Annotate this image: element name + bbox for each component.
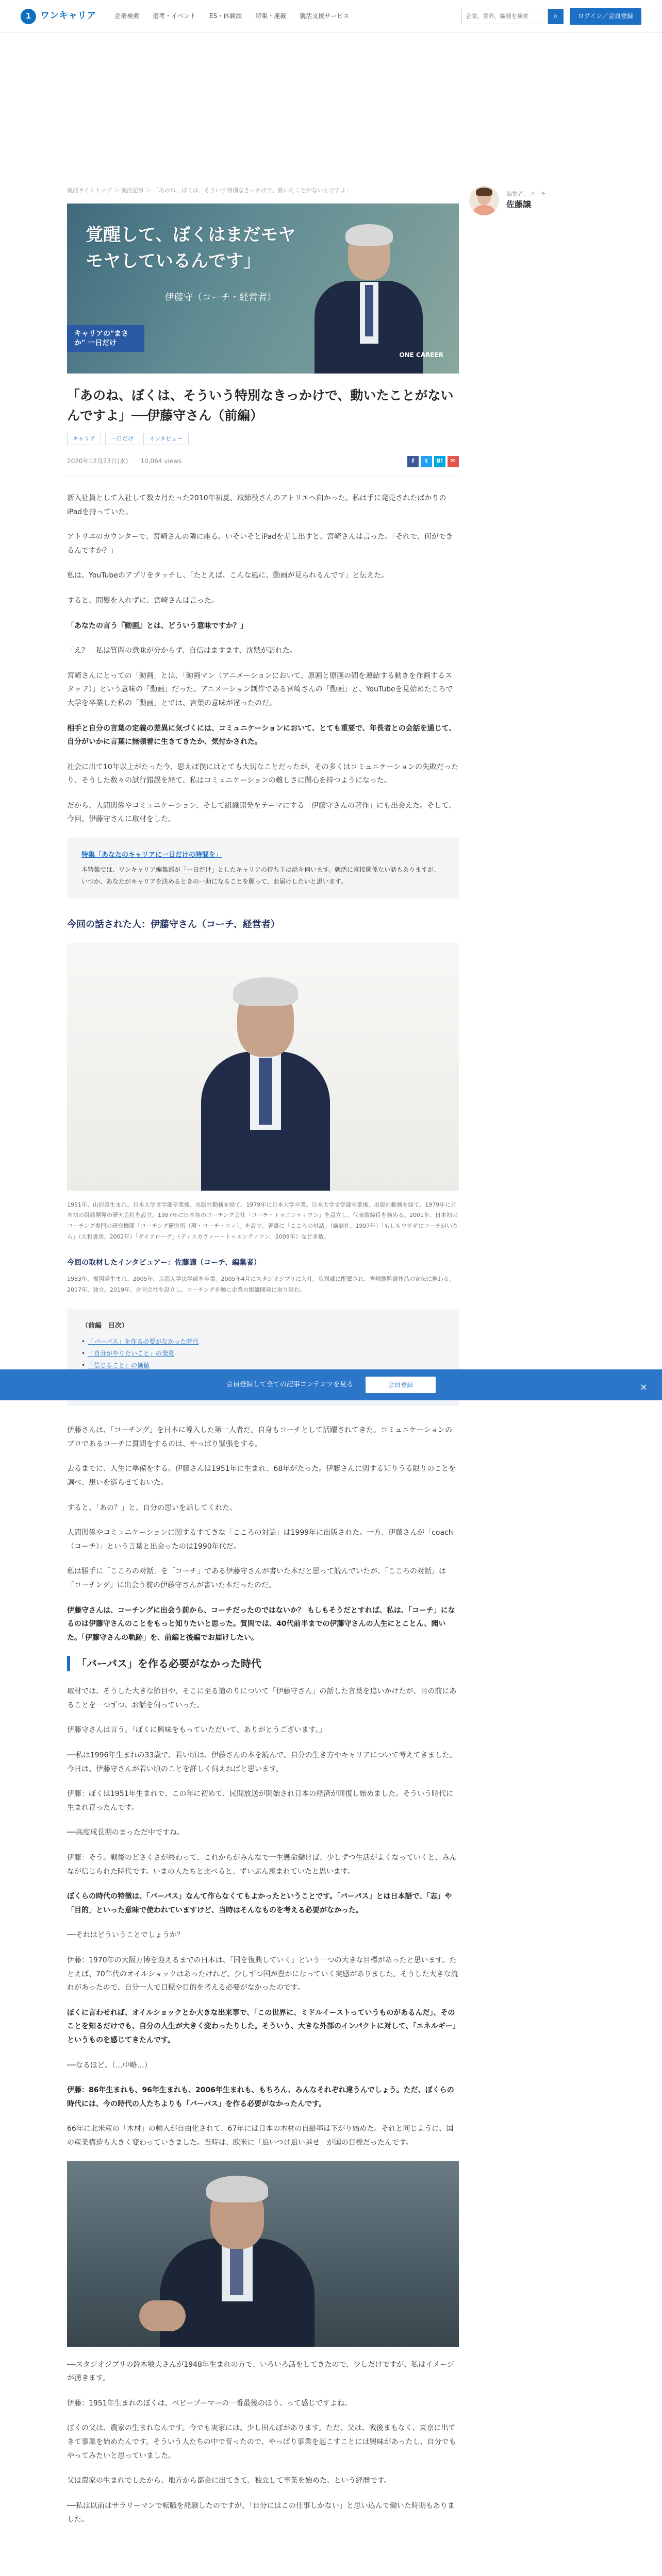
body-paragraph: 伊藤：1951年生まれのぼくは、ベビーブーマーの一番最後のほう、って感じですよね。	[67, 2399, 352, 2408]
hero-title: 覚醒して、ぼくはまだモヤモヤしているんです」	[86, 224, 296, 272]
body-paragraph: ──高度成長期のまっただ中ですね。	[67, 1828, 184, 1837]
body-paragraph: 去るまでに、人生に準備をする。伊藤さんは1951年に生まれ、68年がたった。伊藤さんに関する知りうる限りのことを調べ、想いを巡らせておいた。	[67, 1465, 456, 1487]
toc-item[interactable]: • 「自分がやりたいこと」の発見	[81, 1348, 444, 1360]
body-paragraph: 社会に出て10年以上がたった今、思えば僕にはとても大切なことだったが、その多くはコミュニケーションの失敗だったり、そうした数々の試行錯誤を経て、私はコミュニケーションの難しさに関心を持つようになった。	[67, 762, 458, 785]
interviewee-profile: 1951年、山形県生まれ。日本大学文学部卒業後、出版社勤務を経て、1979年に日本大学卒業。日本大学文学部卒業後、出版社勤務を経て、1979年に日本初の組織開発の研究会社を設立。1997年に日本初のコーチング会社「コーチ・トゥエンティワン」を設立し、代表取締役を務める。2001年、日本初のコーチング専門の研究機関「コーチング研究所（現・コーチ・エィ）」を設立。著書に「こころの対話」（講談社、1997年）「もしもウサギにコーチがいたら」（大和書房、2002年）「ダイアローグ」（ディスカヴァー・トゥエンティワン、2009年）など多数。	[67, 1201, 458, 1241]
series-note-title[interactable]: 特集「あなたのキャリアに一日だけの時間を」	[81, 851, 223, 859]
body-paragraph: ──なるほど。（…中略…）	[67, 2061, 152, 2070]
breadcrumb[interactable]: 就活サイトトップ ＞ 就活記事 ＞ 「あのね、ぼくは、そういう特別なきっかけで、動いたことがないんですよ」	[67, 187, 352, 194]
interviewee-photo	[67, 943, 459, 1191]
body-paragraph: 新入社員として入社して数カ月たった2010年初夏、取締役さんのアトリエへ向かった。私は手に発売されたばかりのiPadを持っていた。	[67, 494, 446, 516]
body-paragraph: 私は勝手に「こころの対話」を「コーチ」である伊藤守さんが書いた本だと思って読んでいたが、「こころの対話」は「コーチング」に出会う前の伊藤守さんが書いた本だったのだ。	[67, 1567, 446, 1589]
body-paragraph: 伊藤守さんは言う。「ぼくに興味をもっていただいて、ありがとうございます。」	[67, 1726, 326, 1735]
facebook-share-icon[interactable]: f	[407, 456, 419, 467]
register-button[interactable]: 会員登録	[366, 1377, 436, 1394]
body-paragraph: ──スタジオジブリの鈴木敏夫さんが1948年生まれの方で、いろいろ話をしてきたので、少しだけですが、私はイメージが湧きます。	[67, 2360, 454, 2383]
body-paragraph: ぼくの父は、農家の生まれなんです。今でも実家には、少し田んぼがあります。ただ、父は、戦後まもなく、東京に出てきて事業を始めたんです。そういう人たちの中で育ったので、やっぱり事業を起こすことには興味があったし、自分でもやってみたいと思っていました。	[67, 2424, 456, 2460]
body-paragraph: ──私は以前はサラリーマンで転職を経験したのですが、「自分にはこの仕事しかない」と思い込んで働いた時期もありました。	[67, 2501, 455, 2524]
tag-interview[interactable]: インタビュー	[143, 433, 189, 445]
body-paragraph: 父は農家の生まれでしたから、地方から都会に出てきて、独立して事業を始めた、という経歴です。	[67, 2477, 391, 2485]
toc-item[interactable]: • 「バーパス」を作る必要がなかった時代	[81, 1336, 444, 1348]
hero-subtitle: 伊藤守（コーチ・経営者）	[165, 292, 276, 303]
body-paragraph: ──私は1996年生まれの33歳で、若い頃は、伊藤さんの本を読んで、自分の生き方やキャリアについて考えてきました。今日は、伊藤守さんが若い頃のことを詳しく伺えればと思います。	[67, 1751, 457, 1773]
author-name: 佐藤譲	[506, 199, 532, 210]
body-paragraph: だから、人間関係やコミュニケーション、そして組織開発をテーマにする「伊藤守さんの著作」にも出会えた。そして、今回、伊藤守さんに取材をした。	[67, 801, 456, 824]
body-paragraph: ──それはどういうことでしょうか？	[67, 1931, 184, 1940]
article-title: 「あのね、ぼくは、そういう特別なきっかけで、動いたことがないんですよ」──伊藤守さん（前編）	[67, 387, 454, 423]
tag-one-day[interactable]: 一日だけ	[105, 433, 139, 445]
body-paragraph: 伊藤さんは、「コーチング」を日本に導入した第一人者だ。自身もコーチとして活躍されてきた。コミュニケーションのプロであるコーチに質問をするのは、やっぱり緊張をする。	[67, 1426, 453, 1448]
author-role: 編集者、コーチ	[506, 190, 546, 197]
body-paragraph: 66年に北米産の「木材」の輸入が自由化されて、67年には日本の木材の自給率は下がり始めた。それと同じように、国の産業構造も大きく変わっていきました。当時は、欧米に「追いつけ追い越せ」が国の目標だったんです。	[67, 2125, 454, 2147]
body-paragraph: アトリエのカウンターで、宮崎さんの隣に座る。いそいそとiPadを差し出すと、宮崎さんは言った。「それで、何ができるんですか？」	[67, 533, 453, 555]
article-tags	[67, 433, 459, 445]
share-buttons	[407, 456, 459, 467]
interviewer-profile: 1983年、福岡県生まれ。2005年、京都大学法学部を卒業。2005年4月にスタジオジブリに入社。広報部に配属され、宮崎駿監督作品の宣伝に携わる。2017年、独立。2019年、合同会社を設立し、コーチングを軸に企業の組織開発に取り組む。	[67, 1275, 455, 1293]
body-paragraph: 「え？」私は質問の意味が分からず、自信はますます、沈黙が訪れた。	[67, 647, 297, 655]
nav-item-features[interactable]: 特集・連載	[255, 12, 287, 20]
article-main	[67, 185, 459, 2538]
body-paragraph: 人間関係やコミュニケーションに関するすてきな「こころの対話」は1999年に出版された。一方、伊藤さんが「coach（コーチ）」という言葉と出会ったのは1990年代だ。	[67, 1529, 453, 1551]
section-heading: 「バーパス」を作る必要がなかった時代	[67, 1656, 459, 1671]
site-header	[0, 0, 662, 33]
body-paragraph: 宮崎さんにとっての「動画」とは、「動画マン（アニメーションにおいて、原画と原画の間を連結する動きを作画するスタッフ）」という意味の「動画」だった。アニメーション制作である宮崎さんの「動画」と、YouTubeを見始めたころで大学を卒業した私の「動画」とでは、言葉の意味が違ったのだ。	[67, 671, 453, 707]
body-paragraph: 伊藤：ぼくは1951年生まれで、この年に初めて、民間放送が開始され日本の経済が回復し始めました。そういう時代に生まれ育ったんです。	[67, 1790, 454, 1812]
interview-photo	[67, 2161, 459, 2347]
body-paragraph: 伊藤：そう。戦後のどさくさが終わって、これからがみんなで一生懸命働けば、少しずつ生活がよくなっていくと、みんなが信じられた時代です。いまの人たちと比べると、ずいぶん恵まれていたと思います。	[67, 1854, 457, 1876]
hatena-share-icon[interactable]: B!	[434, 456, 445, 467]
close-icon[interactable]: ×	[639, 1382, 648, 1393]
logo-mark: 1	[21, 9, 36, 24]
avatar	[469, 185, 499, 215]
hero-image	[67, 204, 459, 374]
nav-item-support-services[interactable]: 就活支援サービス	[300, 12, 350, 20]
global-nav	[114, 10, 349, 22]
nav-item-es-reports[interactable]: ES・体験談	[209, 12, 242, 20]
toc-title: （前編 目次）	[81, 1322, 129, 1330]
toc-item[interactable]: • 「信じること」の価値	[81, 1360, 444, 1371]
body-paragraph-bold: ぼくに言わせれば、オイルショックとか大きな出来事で、「この世界に、ミドルイーストっていうものがあるんだ」、そのことを知るだけでも、自分の人生が大きく変わったりした。そういう、大きな外部のインパクトに対して、「エネルギー」というものを感じてきたんです。	[67, 2008, 456, 2044]
body-paragraph: 私は、YouTubeのアプリをタッチし、「たとえば、こんな風に、動画が見られるんです」と伝えた。	[67, 571, 389, 580]
search-box	[461, 9, 564, 24]
tag-career[interactable]: キャリア	[67, 433, 101, 445]
view-count: 10,064 views	[140, 457, 182, 465]
twitter-share-icon[interactable]: t	[421, 456, 432, 467]
mail-share-icon[interactable]: ✉	[448, 456, 459, 467]
body-paragraph-bold: 「あなたの言う『動画』とは、どういう意味ですか？」	[67, 621, 247, 630]
hero-brand: ONE CAREER	[399, 351, 443, 359]
site-logo[interactable]	[21, 7, 96, 25]
article-meta	[67, 455, 459, 467]
member-register-banner	[0, 1369, 662, 1400]
banner-text: 会員登録して全ての記事コンテンツを見る	[226, 1380, 354, 1388]
body-paragraph-bold: ぼくらの時代の特徴は、「バーパス」なんて作らなくてもよかったということです。「バーパス」とは日本語で、「志」や「目的」といった意味で使われていますけど、当時はそんなものを考える必要がなかった。	[67, 1892, 452, 1914]
body-paragraph: 取材では、そうした大きな節目や、そこに至る道のりについて「伊藤守さん」の話した言葉を追いかけたが、目の前にあることを一つずつ、お話を伺っていった。	[67, 1687, 457, 1709]
publish-date: 2020年12月23日(水)	[67, 457, 128, 465]
body-paragraph-bold: 相手と自分の言葉の定義の差異に気づくには、コミュニケーションにおいて、とても重要で、年長者との会話を通じて、自分がいかに言葉に無頓着に生きてきたか、気付かされた。	[67, 724, 456, 747]
body-paragraph: 伊藤：1970年の大阪万博を迎えるまでの日本は、「国を復興していく」という一つの大きな目標があったと思います。たとえば、70年代のオイルショックはあったけれど、少しずつ国が豊かになっていく実感がありました。そうした大きな流れがあったので、自分一人で目標や目的を考える必要がなかったのです。	[67, 1956, 458, 1992]
body-paragraph: すると、「あの？」と、自分の思いを話してくれた。	[67, 1503, 237, 1512]
logo-text: ワンキャリア	[40, 10, 96, 22]
author-card[interactable]	[469, 185, 598, 215]
hero-tag: キャリアの"まさか" 一日だけ	[67, 325, 144, 352]
interviewee-heading: 今回の話された人：伊藤守さん（コーチ、経営者）	[67, 919, 280, 930]
series-note-body: 本特集では、ワンキャリア編集部が「一日だけ」としたキャリアの持ち主は話を伺います。就活に直接関係ない話もありますが、いつか、あなたがキャリアを決めるときの一助になることを願って、お届けしたいと思います。	[81, 866, 440, 885]
nav-item-company-search[interactable]: 企業検索	[114, 12, 140, 20]
nav-item-selection-events[interactable]: 選考・イベント	[153, 12, 196, 20]
body-paragraph: すると、間髪を入れずに、宮崎さんは言った。	[67, 596, 219, 605]
search-icon[interactable]: ⌕	[548, 9, 564, 24]
body-paragraph-bold: 伊藤：86年生まれも、96年生まれも、2006年生まれも、もちろん、みんなそれぞれ違うんでしょう。ただ、ぼくらの時代には、今の時代の人たちよりも「バーパス」を作る必要がなかったんです。	[67, 2086, 454, 2108]
interviewer-heading: 今回の取材したインタビュアー：佐藤譲（コーチ、編集者）	[67, 1259, 261, 1267]
sidebar	[469, 185, 598, 215]
body-paragraph-bold: 伊藤守さんは、コーチングに出会う前から、コーチだったのではないか？ もしもそうだとすれば、私は、「コーチ」になるのは伊藤守さんのことをもっと知りたいと思った。質問では、40代前半までの伊藤守さんの人生にとことん、聞いた。「伊藤守さんの軌跡」を、前編と後編でお届けしたい。	[67, 1606, 455, 1642]
search-input[interactable]	[461, 9, 548, 24]
login-register-button[interactable]: ログイン／会員登録	[570, 8, 641, 25]
series-note	[67, 838, 459, 899]
